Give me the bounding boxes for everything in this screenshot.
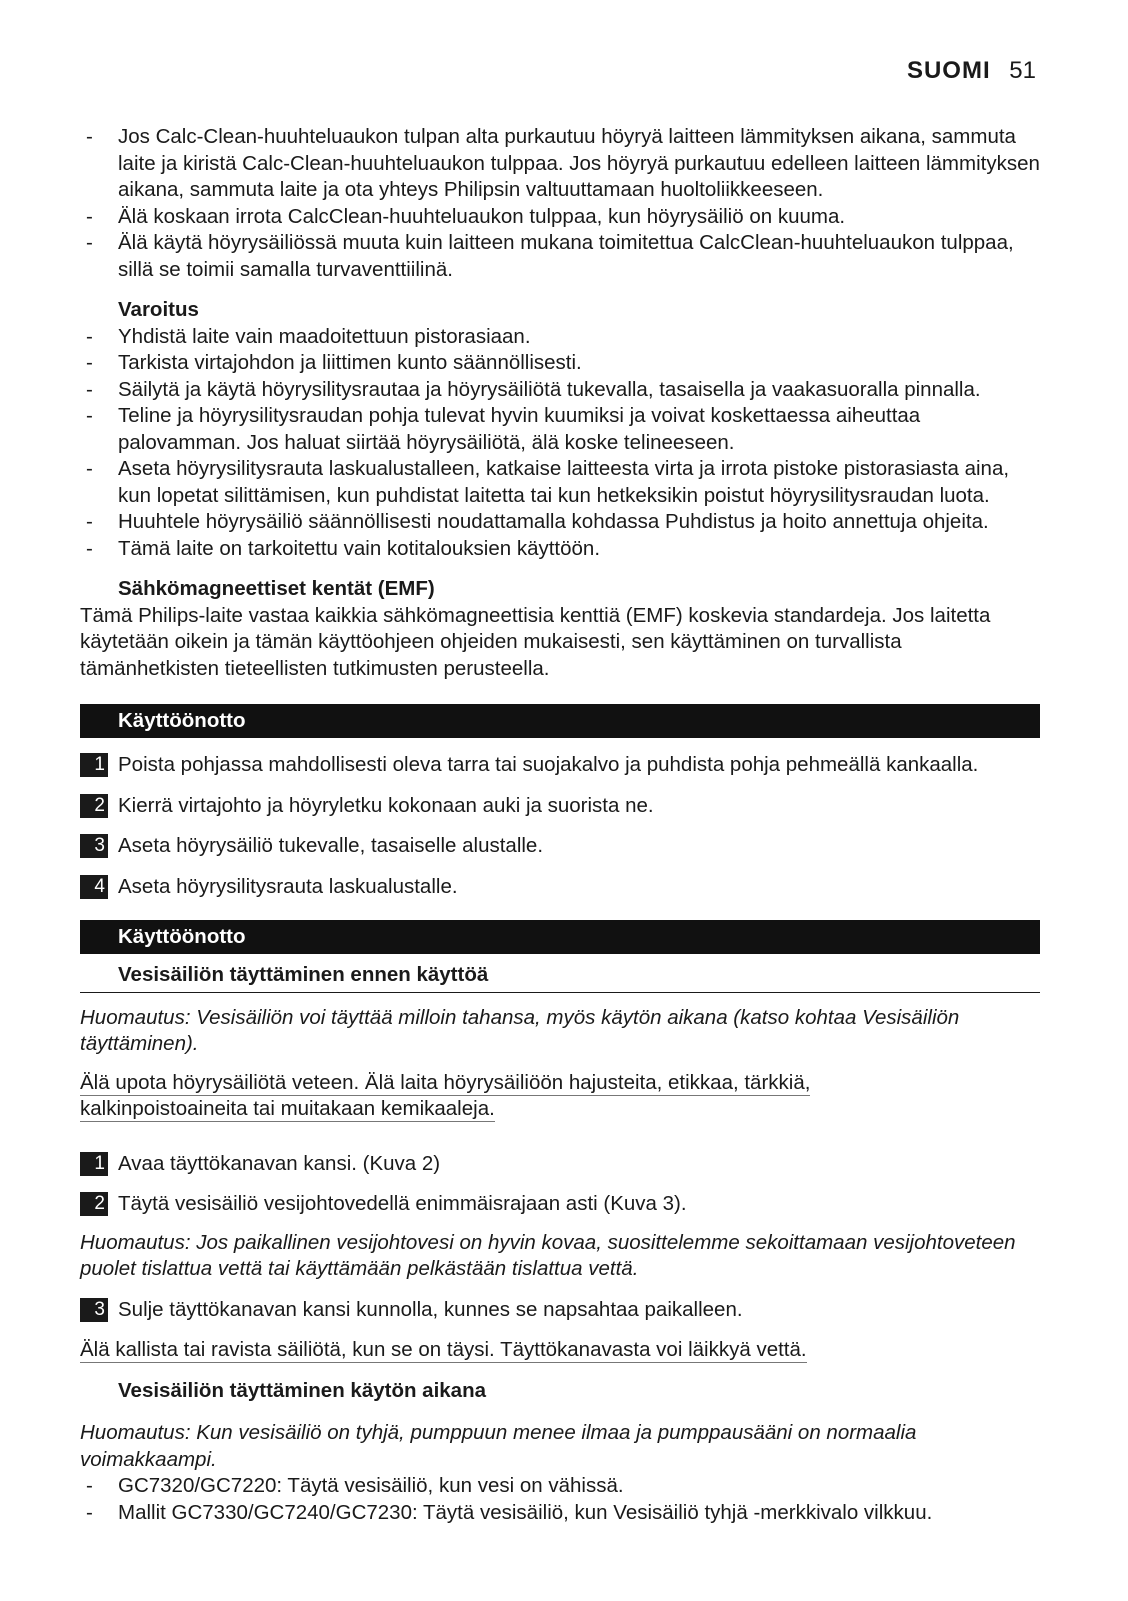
step-number: 3 [80, 834, 108, 858]
step-item [80, 833, 1040, 860]
emf-heading: Sähkömagneettiset kentät (EMF) [118, 577, 435, 600]
caution-paragraph [80, 1070, 1040, 1123]
step-text: Sulje täyttökanavan kansi kunnolla, kunnes se napsahtaa paikalleen. [118, 1297, 743, 1321]
intro-bullet-list [80, 124, 1040, 283]
list-item: - Yhdistä laite vain maadoitettuun pistorasiaan. [80, 324, 1040, 351]
list-item: - Aseta höyrysilitysrauta laskualustalleen, katkaise laitteesta virta ja irrota pistoke pistorasiasta aina, kun lopetat silittämisen, kun puhdistat laitetta tai kun hetkeksikin poistut höyrysilitysraudan luota. [80, 456, 1040, 509]
step-number: 3 [80, 1298, 108, 1322]
list-item: - Älä käytä höyrysäiliössä muuta kuin laitteen mukana toimitettua CalcClean-huuhteluaukon tulppaa, sillä se toimii samalla turvaventtiilinä. [80, 230, 1040, 283]
step-item [80, 793, 1040, 820]
step-item [80, 1191, 1040, 1218]
note-paragraph: Huomautus: Kun vesisäiliö on tyhjä, pumppuun menee ilmaa ja pumppausääni on normaalia voimakkaampi. [80, 1421, 917, 1471]
note-paragraph: Huomautus: Vesisäiliön voi täyttää milloin tahansa, myös käytön aikana (katso kohtaa Vesisäiliön täyttäminen). [80, 1005, 960, 1055]
step-item [80, 874, 1040, 901]
list-item: - Säilytä ja käytä höyrysilitysrautaa ja höyrysäiliötä tukevalla, tasaisella ja vaakasuoralla pinnalla. [80, 377, 1040, 404]
warning-heading: Varoitus [118, 298, 199, 321]
step-text: Poista pohjassa mahdollisesti oleva tarra tai suojakalvo ja puhdista pohja pehmeällä kankaalla. [118, 753, 979, 776]
caution-line: kalkinpoistoaineita tai muitakaan kemikaaleja. [80, 1097, 495, 1120]
step-number: 4 [80, 875, 108, 899]
list-item: - Jos Calc-Clean-huuhteluaukon tulpan alta purkautuu höyryä laitteen lämmityksen aikana, sammuta laite ja kiristä Calc-Clean-huuhteluaukon tulppaa. Jos höyryä purkautuu edelleen laitteen lämmityksen aikana, sammuta laite ja ota yhteys Philipsin valtuuttamaan huoltoliikkeeseen. [80, 124, 1040, 204]
page-header [907, 56, 1036, 86]
note-paragraph: Huomautus: Jos paikallinen vesijohtovesi on hyvin kovaa, suosittelemme sekoittamaan vesijohtoveteen puolet tislattua vettä tai käyttämään pelkästään tislattua vettä. [80, 1230, 1016, 1280]
emf-paragraph: Tämä Philips-laite vastaa kaikkia sähkömagneettisia kenttiä (EMF) koskevia standardeja. Jos laitetta käytetään oikein ja tämän käyttöohjeen ohjeiden mukaisesti, sen käyttäminen on turvallista tämänhetkisten tieteellisten tutkimusten perusteella. [80, 603, 991, 680]
language-label: SUOMI [906, 57, 991, 84]
step-text: Avaa täyttökanavan kansi. (Kuva 2) [118, 1151, 441, 1175]
section-bar-kayttoonotto-2: Käyttöönotto [80, 920, 1040, 954]
warning-bullet-list [80, 324, 1040, 563]
step-text: Kierrä virtajohto ja höyryletku kokonaan auki ja suorista ne. [118, 793, 654, 817]
step-text: Täytä vesisäiliö vesijohtovedellä enimmäisrajaan asti (Kuva 3). [118, 1192, 687, 1215]
list-item: - Älä koskaan irrota CalcClean-huuhteluaukon tulppaa, kun höyrysäiliö on kuuma. [80, 204, 1040, 231]
step-item [80, 752, 1040, 779]
model-bullet-list [80, 1473, 1040, 1526]
step-number: 1 [80, 753, 108, 777]
list-item: - Mallit GC7330/GC7240/GC7230: Täytä vesisäiliö, kun Vesisäiliö tyhjä -merkkivalo vilkkuu. [80, 1500, 1040, 1527]
page-content [80, 124, 1040, 1526]
filling-before-use-heading: Vesisäiliön täyttäminen ennen käyttöä [80, 962, 1040, 993]
list-item: - Tarkista virtajohdon ja liittimen kunto säännöllisesti. [80, 350, 1040, 377]
list-item: - Tämä laite on tarkoitettu vain kotitalouksien käyttöön. [80, 536, 1040, 563]
step-number: 2 [80, 794, 108, 818]
caution-line: Älä upota höyrysäiliötä veteen. Älä laita höyrysäiliöön hajusteita, etikkaa, tärkkiä, [80, 1070, 811, 1094]
step-number: 1 [80, 1152, 108, 1176]
section-bar-kayttoonotto: Käyttöönotto [80, 704, 1040, 738]
caution-paragraph [80, 1337, 1040, 1364]
caution-line: Älä kallista tai ravista säiliötä, kun se on täysi. Täyttökanavasta voi läikkyä vettä. [80, 1338, 807, 1361]
list-item: - Huuhtele höyrysäiliö säännöllisesti noudattamalla kohdassa Puhdistus ja hoito annettuja ohjeita. [80, 509, 1040, 536]
list-item: - GC7320/GC7220: Täytä vesisäiliö, kun vesi on vähissä. [80, 1473, 1040, 1500]
step-text: Aseta höyrysäiliö tukevalle, tasaiselle alustalle. [118, 834, 544, 857]
list-item: - Teline ja höyrysilitysraudan pohja tulevat hyvin kuumiksi ja voivat koskettaessa aiheuttaa palovamman. Jos haluat siirtää höyrysäiliötä, älä koske telineeseen. [80, 403, 1040, 456]
step-item [80, 1151, 1040, 1178]
step-item [80, 1297, 1040, 1324]
step-text: Aseta höyrysilitysrauta laskualustalle. [118, 874, 458, 898]
page-number: 51 [1009, 57, 1036, 84]
filling-during-use-heading: Vesisäiliön täyttäminen käytön aikana [118, 1378, 487, 1402]
step-number: 2 [80, 1192, 108, 1216]
